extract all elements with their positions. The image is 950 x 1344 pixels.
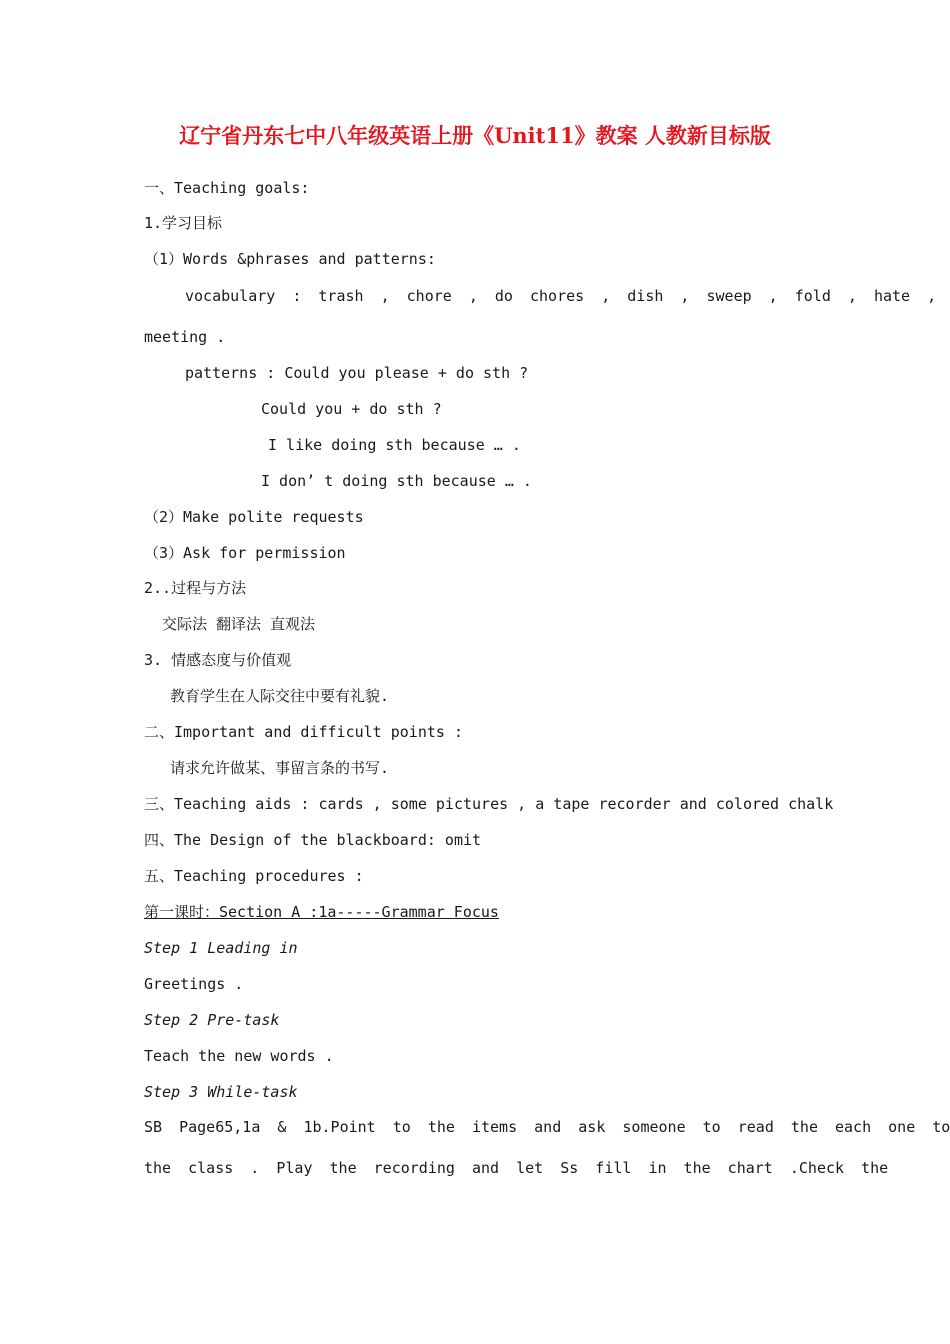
teaching-aids-line: 三、Teaching aids : cards , some pictures , a tape recorder and colored chalk	[144, 795, 834, 813]
process-methods-heading: 2..过程与方法	[144, 579, 247, 597]
pattern-line: I don’ t doing sth because … .	[261, 472, 532, 490]
step-label: Step 3 While-task	[144, 1083, 298, 1101]
important-points-text: 请求允许做某、事留言条的书写.	[170, 759, 390, 777]
ask-permission-item: （3）Ask for permission	[144, 544, 346, 562]
polite-requests-item: （2）Make polite requests	[144, 508, 364, 526]
procedure-paragraph-line-1: SB Page65,1a & 1b.Point to the items and ask someone to read the each one to	[144, 1118, 950, 1136]
teaching-goals-heading: 一、Teaching goals:	[144, 179, 310, 197]
words-phrases-item: （1）Words &phrases and patterns:	[144, 250, 436, 268]
blackboard-design-line: 四、The Design of the blackboard: omit	[144, 831, 482, 849]
teaching-procedures-heading: 五、Teaching procedures :	[144, 867, 364, 885]
methods-text: 交际法 翻译法 直观法	[162, 615, 316, 633]
pattern-line: Could you + do sth ?	[261, 400, 442, 418]
document-title: 辽宁省丹东七中八年级英语上册《Unit11》教案 人教新目标版	[179, 123, 771, 148]
attitude-heading: 3. 情感态度与价值观	[144, 651, 292, 669]
step-label: Step 2 Pre-task	[144, 1011, 280, 1029]
step-text: Greetings .	[144, 975, 244, 993]
step-label: Step 1 Leading in	[144, 939, 298, 957]
procedure-paragraph-line-2: the class . Play the recording and let Ss fill in the chart .Check the	[144, 1159, 889, 1177]
lesson-one-heading: 第一课时：Section A :1a-----Grammar Focus	[144, 903, 499, 921]
attitude-text: 教育学生在人际交往中要有礼貌.	[170, 687, 390, 705]
pattern-line: I like doing sth because … .	[268, 436, 521, 454]
pattern-line: patterns : Could you please + do sth ?	[185, 364, 529, 382]
learning-goals-heading: 1.学习目标	[144, 214, 223, 232]
important-points-heading: 二、Important and difficult points :	[144, 723, 463, 741]
vocabulary-line-1: vocabulary : trash , chore , do chores , dish , sweep , fold , hate ,	[185, 287, 937, 305]
vocabulary-line-2: meeting .	[144, 328, 226, 346]
step-text: Teach the new words .	[144, 1047, 334, 1065]
